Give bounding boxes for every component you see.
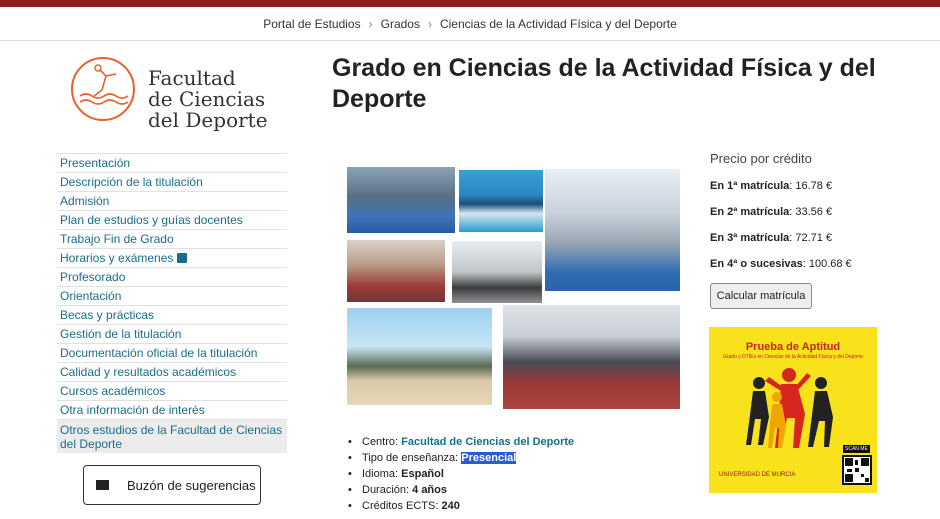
logo-line-2: de Ciencias: [148, 87, 266, 111]
sidebar-item-profesorado[interactable]: Profesorado: [57, 267, 287, 286]
centro-link[interactable]: Facultad de Ciencias del Deporte: [401, 436, 575, 448]
breadcrumb-current: Ciencias de la Actividad Física y del Deporte: [439, 16, 677, 31]
creditos-value: 240: [441, 500, 460, 512]
info-label: Centro:: [362, 436, 402, 448]
logo-line-1: Facultad: [148, 66, 236, 90]
price-value: : 33.56 €: [789, 206, 833, 218]
info-duracion: [346, 482, 574, 498]
chevron-right-icon: ›: [427, 16, 432, 31]
suggestions-label: Buzón de sugerencias: [127, 477, 256, 493]
sidebar-item-presentacion[interactable]: Presentación: [57, 153, 287, 172]
info-tipo: [346, 450, 574, 466]
sidebar-item-otros-estudios[interactable]: Otros estudios de la Facultad de Ciencias del Deporte: [57, 419, 287, 453]
sidebar-item-label: Horarios y exámenes: [60, 251, 174, 265]
price-row: [710, 258, 910, 284]
banner-subtitle: Grado y DTIEs en Ciencias de la Actividad Física y del Deporte: [722, 354, 864, 360]
sidebar-item-calidad[interactable]: Calidad y resultados académicos: [57, 362, 287, 381]
scan-me-label: SCAN ME: [845, 446, 868, 452]
price-panel: [710, 151, 910, 284]
collage-photo-track: [503, 305, 680, 409]
sidebar-item-tfg[interactable]: Trabajo Fin de Grado: [57, 229, 287, 248]
qr-pattern: [844, 457, 870, 483]
info-idioma: [346, 466, 574, 482]
sidebar-item-otra-info[interactable]: Otra información de interés: [57, 400, 287, 419]
price-label: En 3ª matrícula: [710, 232, 790, 244]
collage-photo-gym: [347, 167, 455, 233]
price-label: En 2ª matrícula: [710, 206, 790, 218]
breadcrumb: [0, 7, 940, 41]
price-label: En 4ª o sucesivas: [710, 258, 803, 270]
breadcrumb-grados[interactable]: Grados: [380, 16, 420, 31]
price-row: [710, 206, 910, 232]
price-row: [710, 232, 910, 258]
sidebar-item-becas[interactable]: Becas y prácticas: [57, 305, 287, 324]
degree-info-list: [346, 434, 574, 514]
page-title: Grado en Ciencias de la Actividad Física y del Deporte: [332, 54, 876, 113]
price-value: : 100.68 €: [802, 258, 852, 270]
price-label: En 1ª matrícula: [710, 180, 790, 192]
collage-photo-students: [347, 240, 445, 302]
calculate-tuition-button[interactable]: Calcular matrícula: [710, 283, 812, 309]
collage-photo-beach: [347, 308, 492, 405]
sidebar-item-plan-estudios[interactable]: Plan de estudios y guías docentes: [57, 210, 287, 229]
suggestions-button[interactable]: [83, 465, 261, 505]
collage-photo-kayak: [459, 170, 543, 232]
sidebar-item-admision[interactable]: Admisión: [57, 191, 287, 210]
logo-line-3: del Deporte: [148, 108, 268, 132]
calendar-icon: [177, 253, 187, 263]
breadcrumb-portal[interactable]: Portal de Estudios: [263, 16, 361, 31]
envelope-icon: [96, 480, 109, 490]
info-creditos: [346, 498, 574, 514]
qr-code-icon[interactable]: [842, 455, 872, 485]
aptitude-test-banner[interactable]: [709, 327, 877, 493]
collage-photo-lab: [452, 241, 542, 303]
info-label: Duración:: [362, 484, 413, 496]
banner-title: Prueba de Aptitud: [745, 341, 841, 353]
sidebar-item-gestion[interactable]: Gestión de la titulación: [57, 324, 287, 343]
info-label: Tipo de enseñanza:: [362, 452, 462, 464]
tipo-value: Presencial: [461, 452, 517, 464]
price-value: : 72.71 €: [789, 232, 833, 244]
price-value: : 16.78 €: [789, 180, 833, 192]
top-bar: [0, 0, 940, 7]
price-row: [710, 180, 910, 206]
chevron-right-icon: ›: [368, 16, 373, 31]
sidebar-nav: [57, 153, 287, 453]
idioma-value: Español: [401, 468, 444, 480]
faculty-emblem-icon: [70, 56, 136, 122]
sidebar-item-horarios[interactable]: [57, 248, 287, 267]
price-title: Precio por crédito: [710, 151, 812, 166]
info-label: Idioma:: [362, 468, 402, 480]
duracion-value: 4 años: [412, 484, 447, 496]
info-centro: [346, 434, 574, 450]
university-logo-text: UNIVERSIDAD DE MURCIA: [719, 472, 796, 478]
collage-photo-weights: [545, 169, 680, 291]
sidebar-item-documentacion[interactable]: Documentación oficial de la titulación: [57, 343, 287, 362]
sidebar-item-orientacion[interactable]: Orientación: [57, 286, 287, 305]
sidebar-item-descripcion[interactable]: Descripción de la titulación: [57, 172, 287, 191]
sidebar-item-cursos[interactable]: Cursos académicos: [57, 381, 287, 400]
faculty-logo[interactable]: [70, 56, 300, 138]
faculty-logo-text: [148, 68, 268, 131]
info-label: Créditos ECTS:: [362, 500, 442, 512]
